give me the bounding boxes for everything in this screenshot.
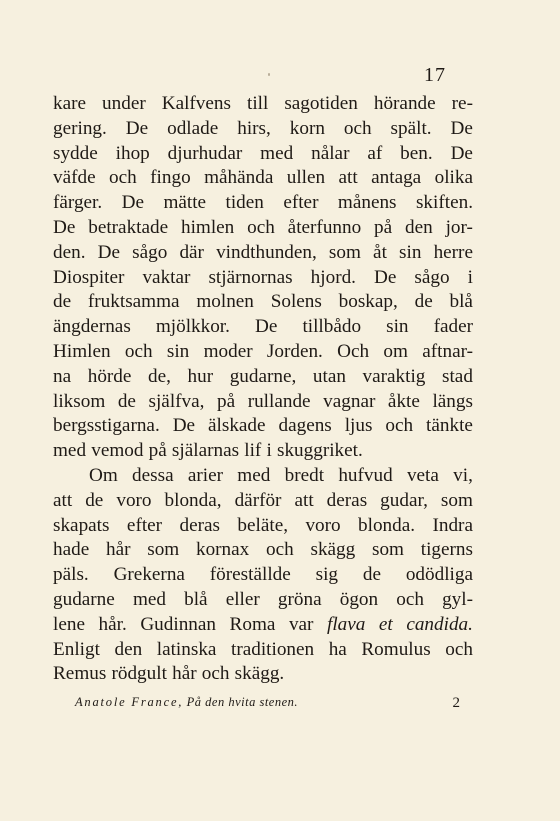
text-line xyxy=(53,92,473,117)
word: gudarne, xyxy=(229,365,297,387)
word: kornax xyxy=(195,539,250,561)
word: och xyxy=(445,638,473,660)
word: att xyxy=(53,489,73,511)
word: rullande xyxy=(247,390,311,412)
word: veta xyxy=(406,464,439,486)
word: måhända xyxy=(204,167,274,189)
word: antaga xyxy=(371,167,422,189)
word: med xyxy=(237,464,271,486)
word: gudarne xyxy=(53,588,115,610)
word: gyl- xyxy=(442,588,473,610)
word: aftnar- xyxy=(422,340,473,362)
footer-signature-line xyxy=(75,695,298,710)
text-line xyxy=(53,489,473,514)
word: med xyxy=(260,142,294,164)
text-line xyxy=(53,166,473,191)
word: lene xyxy=(53,613,85,635)
word: Diospiter xyxy=(53,266,125,288)
word: sågo xyxy=(414,266,450,288)
word: de xyxy=(414,291,433,313)
word: varaktig xyxy=(362,365,426,387)
word: arier xyxy=(187,464,224,486)
word: efter xyxy=(283,192,319,214)
word: hörande xyxy=(373,93,436,114)
word: hufvud xyxy=(338,464,393,486)
word: dagens xyxy=(278,415,332,437)
text-line xyxy=(53,638,473,663)
word: blå xyxy=(184,588,208,610)
word: som xyxy=(328,241,361,263)
text-line xyxy=(53,588,473,613)
word: stjärnornas xyxy=(208,266,293,288)
word: sågo xyxy=(132,241,168,263)
word: hjord. xyxy=(310,266,356,288)
word: under xyxy=(102,93,146,114)
word: och xyxy=(266,539,294,561)
page-footer xyxy=(75,695,460,715)
word: betraktade xyxy=(88,216,169,238)
signature-mark: 2 xyxy=(452,695,460,711)
word: herre xyxy=(433,241,473,263)
word: Roma xyxy=(229,613,276,635)
word: och xyxy=(109,167,137,189)
word: hörde xyxy=(87,365,132,387)
word: åt xyxy=(373,241,387,263)
word: spält. xyxy=(390,117,432,139)
word: skägg. xyxy=(234,663,285,685)
text-line xyxy=(53,315,473,340)
word: moder xyxy=(203,340,253,362)
footer-author: Anatole France, xyxy=(75,695,184,709)
word: mätte xyxy=(163,192,207,214)
word: sin xyxy=(386,316,409,338)
word: korn xyxy=(289,117,325,139)
word: och xyxy=(124,340,153,362)
word: De xyxy=(172,415,196,437)
word: hade xyxy=(53,539,90,561)
word: fruktsamma xyxy=(87,291,180,313)
word: candida. xyxy=(406,613,473,635)
word: Kalfvens xyxy=(161,93,231,114)
word: sin xyxy=(166,340,190,362)
footer-book-title: På den hvita stenen. xyxy=(186,695,299,709)
word: i xyxy=(467,266,473,288)
word: Solens xyxy=(270,291,322,313)
word: af xyxy=(367,142,383,164)
word: Om xyxy=(89,464,118,486)
word: odödliga xyxy=(405,564,473,586)
word: ängdernas xyxy=(53,316,131,338)
paper-speck xyxy=(268,73,270,76)
word: nålar xyxy=(311,142,350,164)
word: boskap, xyxy=(338,291,398,313)
text-line xyxy=(53,514,473,539)
word: som xyxy=(440,489,473,511)
word: De xyxy=(450,117,473,139)
word: utan xyxy=(312,365,346,387)
word: mjölkkor. xyxy=(155,316,230,338)
word: blonda. xyxy=(358,514,416,536)
word: stad xyxy=(442,365,473,387)
text-line xyxy=(53,538,473,563)
word: Och xyxy=(337,340,370,362)
page-number: 17 xyxy=(424,64,446,86)
word: kare xyxy=(53,93,87,114)
body-text xyxy=(53,92,473,687)
word: Romulus xyxy=(361,638,431,660)
word: odlade xyxy=(167,117,219,139)
word: med xyxy=(132,588,166,610)
word: rödgult xyxy=(111,663,167,685)
word: föreställde xyxy=(209,564,291,586)
word: voro xyxy=(305,514,341,536)
word: tänkte xyxy=(426,415,473,437)
word: vemod xyxy=(91,440,144,462)
text-line xyxy=(53,290,473,315)
word: gudar, xyxy=(380,489,428,511)
word: färger. xyxy=(53,192,103,214)
word: flava xyxy=(326,613,366,635)
text-line xyxy=(53,390,473,415)
word: den xyxy=(405,216,433,238)
word: Grekerna xyxy=(113,564,185,586)
word: päls. xyxy=(53,564,89,586)
word: de xyxy=(362,564,381,586)
text-line xyxy=(53,340,473,365)
word: de xyxy=(53,291,72,313)
word: med xyxy=(53,440,87,462)
word: De xyxy=(450,142,473,164)
word: väfde xyxy=(53,167,96,189)
word: eller xyxy=(225,588,260,610)
word: De xyxy=(97,241,121,263)
word: De xyxy=(53,216,76,238)
word: gröna xyxy=(277,588,322,610)
word: deras xyxy=(326,489,368,511)
word: hur xyxy=(187,365,214,387)
word: de xyxy=(117,390,136,412)
word: skapats xyxy=(53,514,110,536)
text-line xyxy=(53,365,473,390)
word: vindthunden, xyxy=(216,241,317,263)
word: att xyxy=(294,489,314,511)
word: var xyxy=(288,613,314,635)
word: sydde xyxy=(53,142,98,164)
word: ögon xyxy=(339,588,379,610)
word: vaktar xyxy=(142,266,191,288)
text-line xyxy=(53,216,473,241)
word: på xyxy=(374,216,393,238)
word: hirs, xyxy=(237,117,271,139)
word: Indra xyxy=(432,514,473,536)
word: voro xyxy=(116,489,152,511)
word: Gudinnan xyxy=(140,613,216,635)
word: vagnar xyxy=(323,390,376,412)
word: beläte, xyxy=(237,514,289,536)
word: et xyxy=(378,613,393,635)
text-line xyxy=(53,266,473,291)
word: tigerns xyxy=(420,539,473,561)
word: och xyxy=(396,588,424,610)
word: fingo xyxy=(150,167,191,189)
word: ben. xyxy=(400,142,433,164)
word: hår. xyxy=(98,613,127,635)
word: och xyxy=(247,216,275,238)
word: Remus xyxy=(53,663,107,685)
word: och xyxy=(385,415,414,437)
word: skiften. xyxy=(415,192,473,214)
word: molnen xyxy=(196,291,254,313)
word: de, xyxy=(148,365,171,387)
word: bredt xyxy=(284,464,325,486)
text-line xyxy=(53,439,473,464)
word: De xyxy=(121,192,144,214)
word: Himlen xyxy=(53,340,111,362)
word: gering. xyxy=(53,117,107,139)
word: själfva, xyxy=(148,390,205,412)
word: och xyxy=(343,117,372,139)
word: tiden xyxy=(225,192,264,214)
word: skägg xyxy=(310,539,356,561)
word: efter xyxy=(126,514,163,536)
text-line xyxy=(53,563,473,588)
word: den xyxy=(114,638,143,660)
word: bergsstigarna. xyxy=(53,415,160,437)
text-line xyxy=(53,464,473,489)
word: lif xyxy=(244,440,262,462)
word: ha xyxy=(328,638,347,660)
word: Enligt xyxy=(53,638,100,660)
word: åkte xyxy=(387,390,420,412)
word: tillbådo xyxy=(302,316,362,338)
word: sin xyxy=(399,241,422,263)
text-line xyxy=(53,191,473,216)
word: hår xyxy=(172,663,197,685)
word: himlen xyxy=(180,216,235,238)
word: djurhudar xyxy=(167,142,243,164)
word: den. xyxy=(53,241,86,263)
word: om xyxy=(383,340,408,362)
word: dessa xyxy=(132,464,174,486)
text-line xyxy=(53,613,473,638)
word: skuggriket. xyxy=(276,440,363,462)
word: älskade xyxy=(208,415,266,437)
text-line xyxy=(53,117,473,142)
word: De xyxy=(125,117,149,139)
word: sagotiden xyxy=(284,93,358,114)
word: som xyxy=(147,539,180,561)
word: till xyxy=(246,93,269,114)
word: ullen xyxy=(286,167,326,189)
word: där xyxy=(179,241,204,263)
text-line xyxy=(53,241,473,266)
word: De xyxy=(374,266,397,288)
word: ljus xyxy=(344,415,373,437)
word: traditionen xyxy=(231,638,315,660)
word: och xyxy=(201,663,230,685)
word: som xyxy=(372,539,404,561)
word: månens xyxy=(337,192,397,214)
word: re- xyxy=(451,93,473,114)
text-line xyxy=(53,662,473,687)
word: på xyxy=(148,440,167,462)
word: längs xyxy=(432,390,473,412)
word: Jorden. xyxy=(266,340,323,362)
word: därför xyxy=(234,489,282,511)
word: deras xyxy=(179,514,220,536)
word: jor- xyxy=(445,216,473,238)
word: ihop xyxy=(115,142,150,164)
word: återfunno xyxy=(287,216,362,238)
word: blå xyxy=(449,291,473,313)
word: olika xyxy=(434,167,473,189)
word: vi, xyxy=(453,464,473,486)
word: na xyxy=(53,365,72,387)
word: de xyxy=(85,489,104,511)
word: i xyxy=(266,440,272,462)
word: själarnas xyxy=(171,440,240,462)
word: blonda, xyxy=(164,489,222,511)
word: liksom xyxy=(53,390,106,412)
word: fader xyxy=(433,316,473,338)
text-line xyxy=(53,414,473,439)
word: sig xyxy=(315,564,339,586)
word: latinska xyxy=(156,638,217,660)
text-line xyxy=(53,142,473,167)
word: hår xyxy=(105,539,131,561)
word: De xyxy=(255,316,278,338)
word: på xyxy=(217,390,236,412)
word: att xyxy=(338,167,358,189)
